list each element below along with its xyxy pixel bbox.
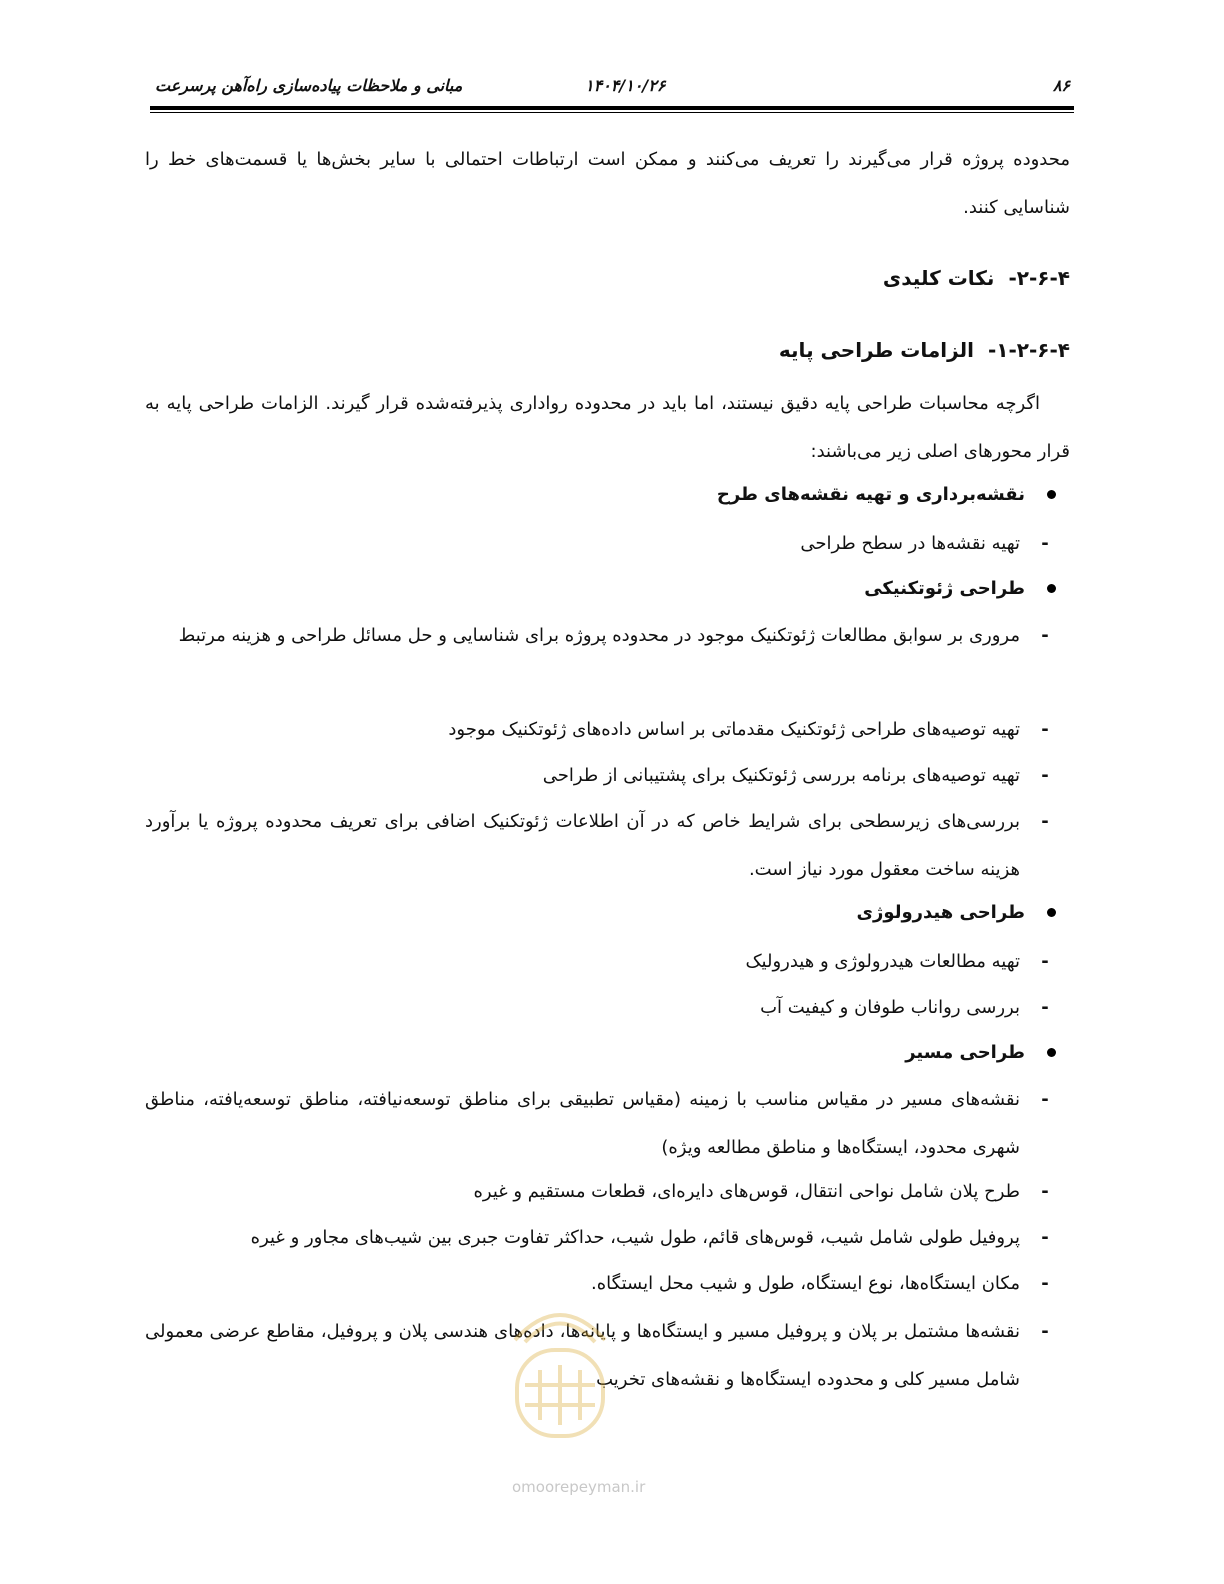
subsection-number: ۱-۲-۶-۴- — [987, 338, 1070, 362]
list-item-text: نقشه‌های مسیر در مقیاس مناسب با زمینه (مقیاس تطبیقی برای مناطق توسعه‌نیافته، مناطق توسعه‌یافته، مناطق شهری محدود، ایستگاه‌ها و مناطق مطالعه ویژه) — [145, 1089, 1020, 1158]
list-item-text: مروری بر سوابق مطالعات ژئوتکنیک موجود در محدوده پروژه برای شناسایی و حل مسائل طراحی و هزینه مرتبط — [178, 625, 1020, 646]
watermark-logo-icon — [495, 1280, 625, 1460]
bullet-title: طراحی هیدرولوژی — [856, 902, 1025, 923]
bullet-title: نقشه‌برداری و تهیه نقشه‌های طرح — [716, 484, 1025, 505]
list-item — [145, 706, 1070, 754]
intro-paragraph: محدوده پروژه قرار می‌گیرند را تعریف می‌کنند و ممکن است ارتباطات احتمالی با سایر بخش‌ها یا قسمت‌های خط را شناسایی کنند. — [145, 149, 1070, 218]
list-item — [145, 798, 1070, 894]
list-item — [145, 984, 1070, 1032]
list-item-text: بررسی رواناب طوفان و کیفیت آب — [760, 997, 1020, 1018]
list-item — [145, 1076, 1070, 1172]
section-number: ۲-۶-۴- — [1008, 266, 1070, 290]
dash-icon: - — [1041, 1227, 1049, 1248]
watermark-url: omoorepeyman.ir — [512, 1478, 646, 1496]
dash-icon: - — [1041, 1181, 1049, 1202]
list-item — [145, 612, 1070, 660]
dash-icon: - — [1041, 1089, 1049, 1110]
list-item — [145, 1168, 1070, 1216]
list-item-text: تهیه توصیه‌های طراحی ژئوتکنیک مقدماتی بر اساس داده‌های ژئوتکنیک موجود — [448, 719, 1020, 740]
dash-icon: - — [1041, 997, 1049, 1018]
header-rule-thick — [150, 106, 1074, 110]
book-title: مبانی و ملاحظات پیاده‌سازی راه‌آهن پرسرعت — [155, 76, 463, 95]
list-item — [145, 938, 1070, 986]
dash-icon: - — [1041, 811, 1049, 832]
bullet-dot-icon — [1047, 584, 1056, 593]
bullet-item — [864, 578, 1070, 599]
list-item-text: تهیه مطالعات هیدرولوژی و هیدرولیک — [745, 951, 1020, 972]
section-title: نکات کلیدی — [882, 266, 995, 290]
subsection-paragraph: اگرچه محاسبات طراحی پایه دقیق نیستند، اما باید در محدوده رواداری پذیرفته‌شده قرار گیرند. الزامات طراحی پایه به قرار محورهای اصلی زیر می‌باشند: — [145, 393, 1070, 462]
subsection-title: الزامات طراحی پایه — [778, 338, 974, 362]
list-item-text: مکان ایستگاه‌ها، نوع ایستگاه، طول و شیب محل ایستگاه. — [591, 1273, 1020, 1294]
dash-icon: - — [1041, 765, 1049, 786]
list-item-text: طرح پلان شامل نواحی انتقال، قوس‌های دایره‌ای، قطعات مستقیم و غیره — [473, 1181, 1020, 1202]
list-item-text: تهیه توصیه‌های برنامه بررسی ژئوتکنیک برای پشتیبانی از طراحی — [542, 765, 1020, 786]
header-date: ۱۴۰۴/۱۰/۲۶ — [585, 76, 666, 95]
bullet-title: طراحی مسیر — [905, 1042, 1025, 1063]
dash-icon: - — [1041, 1321, 1049, 1342]
bullet-item — [905, 1042, 1070, 1063]
list-item — [145, 520, 1070, 568]
list-item — [145, 1214, 1070, 1262]
bullet-dot-icon — [1047, 1048, 1056, 1057]
list-item-text: پروفیل طولی شامل شیب، قوس‌های قائم، طول شیب، حداکثر تفاوت جبری بین شیب‌های مجاور و غیره — [250, 1227, 1020, 1248]
bullet-dot-icon — [1047, 908, 1056, 917]
dash-icon: - — [1041, 625, 1049, 646]
list-item-text: بررسی‌های زیرسطحی برای شرایط خاص که در آن اطلاعات ژئوتکنیک اضافی برای تعریف محدوده پروژه یا برآورد هزینه ساخت معقول مورد نیاز است. — [145, 811, 1020, 880]
page-number: ۸۶ — [1052, 76, 1070, 95]
bullet-title: طراحی ژئوتکنیکی — [864, 578, 1025, 599]
dash-icon: - — [1041, 1273, 1049, 1294]
list-item-text: نقشه‌ها مشتمل بر پلان و پروفیل مسیر و ایستگاه‌ها و پایانه‌ها، داده‌های هندسی پلان و پروفیل، مقاطع عرضی معمولی شامل مسیر کلی و محدوده ایستگاه‌ها و نقشه‌های تخریب — [145, 1321, 1020, 1390]
page-header — [155, 76, 1070, 100]
dash-icon: - — [1041, 719, 1049, 740]
list-item-text: تهیه نقشه‌ها در سطح طراحی — [800, 533, 1020, 554]
list-item — [145, 752, 1070, 800]
dash-icon: - — [1041, 951, 1049, 972]
subsection-heading — [779, 338, 1070, 362]
bullet-item — [857, 902, 1070, 923]
bullet-dot-icon — [1047, 490, 1056, 499]
bullet-item — [717, 484, 1070, 505]
dash-icon: - — [1041, 533, 1049, 554]
section-heading — [883, 266, 1070, 290]
header-rule-thin — [150, 112, 1074, 113]
